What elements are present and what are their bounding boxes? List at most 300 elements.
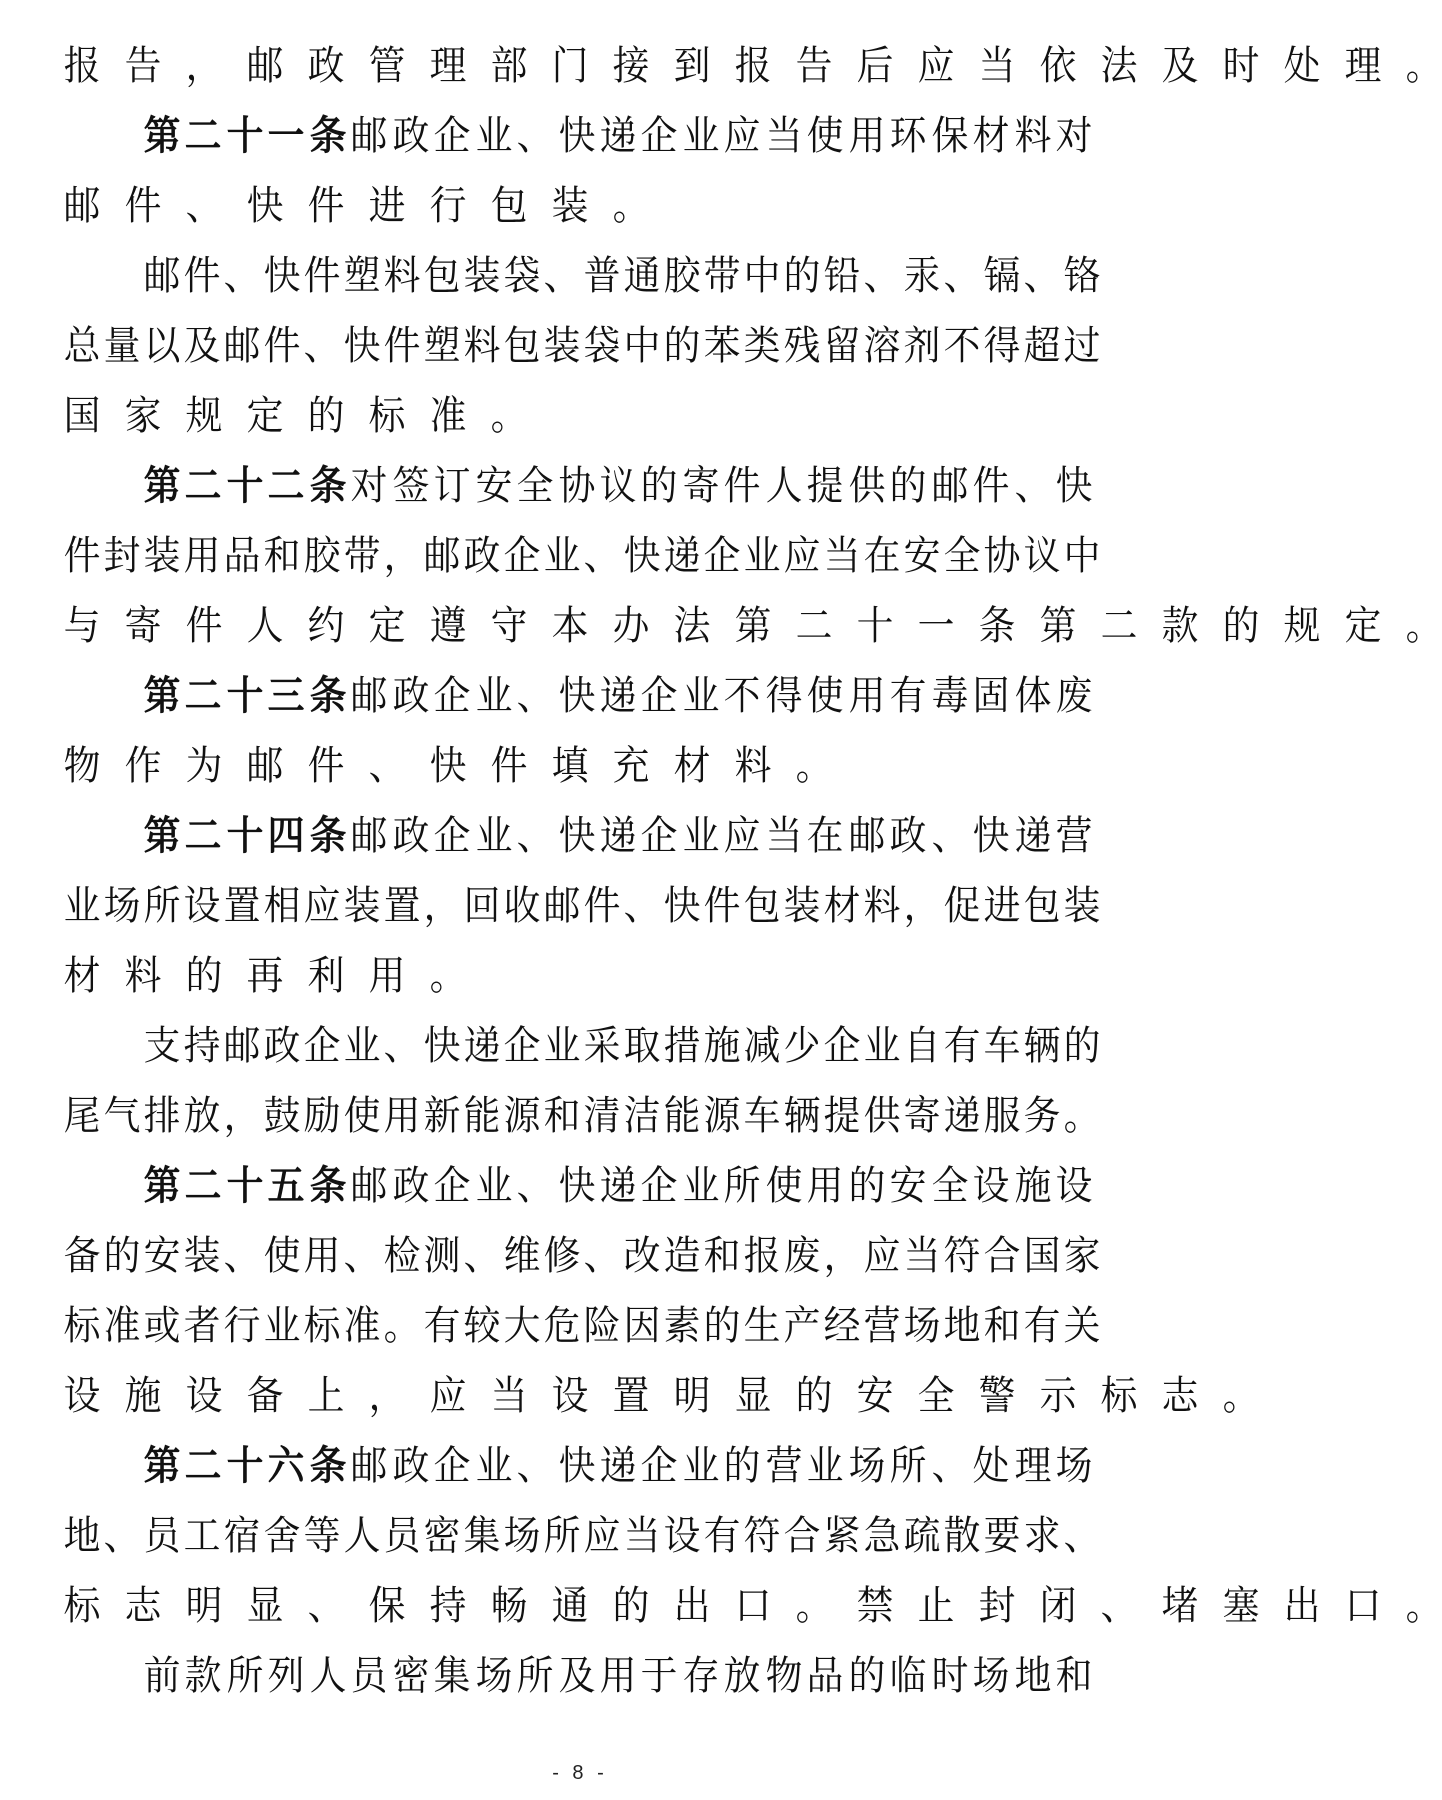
text-char: ，	[823, 1233, 861, 1279]
text-char: 物	[765, 1653, 803, 1699]
text-char: 接	[612, 43, 650, 89]
text-char: 。	[1222, 1373, 1260, 1419]
text-char: 和	[543, 1093, 581, 1139]
text-char: 残	[783, 323, 821, 369]
article-number-char: 十	[226, 463, 264, 509]
text-char: 通	[623, 253, 661, 299]
text-char: 尾	[63, 1093, 101, 1139]
text-char: 、	[307, 1583, 345, 1629]
text-char: 类	[743, 323, 781, 369]
text-char: 准	[429, 393, 467, 439]
text-char: 料	[383, 253, 421, 299]
text-char: 和	[263, 533, 301, 579]
text-char: 政	[392, 113, 430, 159]
text-char: 料	[1014, 113, 1051, 159]
text-char: 要	[983, 1513, 1021, 1559]
text-char: 封	[103, 533, 141, 579]
text-char: 施	[703, 1023, 741, 1069]
text-char: 禁	[856, 1583, 894, 1629]
text-char: 标	[303, 1303, 341, 1349]
text-char: 、	[1014, 463, 1051, 509]
text-char: 放	[723, 1653, 761, 1699]
text-char: 物	[63, 743, 101, 789]
text-char: 政	[392, 813, 430, 859]
text-char: 苯	[703, 323, 741, 369]
article-heading-line	[62, 661, 1094, 731]
text-char: 安	[889, 1163, 927, 1209]
article-number-char: 一	[267, 113, 305, 159]
text-char: 品	[806, 1653, 844, 1699]
text-char: 车	[743, 1093, 781, 1139]
article-number-char: 第	[143, 1443, 181, 1489]
text-char: 料	[863, 883, 901, 929]
text-char: 标	[1100, 1373, 1138, 1419]
text-char: 装	[551, 183, 589, 229]
text-char: 业	[475, 113, 513, 159]
text-char: 企	[641, 813, 678, 859]
article-number-char: 十	[226, 673, 264, 719]
text-char: 递	[663, 533, 701, 579]
text-char: 包	[503, 323, 541, 369]
text-char: 标	[63, 1583, 101, 1629]
document-body	[62, 31, 1442, 1711]
text-char: 宿	[223, 1513, 261, 1559]
text-char: 中	[743, 253, 781, 299]
text-char: 、	[943, 253, 981, 299]
text-char: 以	[143, 323, 181, 369]
text-char: 业	[475, 813, 513, 859]
text-char: 邮	[246, 43, 284, 89]
text-char: 、	[223, 253, 261, 299]
text-char: 。	[1405, 603, 1442, 649]
text-char: 企	[433, 813, 471, 859]
text-char: 鼓	[263, 1093, 301, 1139]
text-char: 不	[943, 323, 981, 369]
text-char: 中	[623, 323, 661, 369]
text-char: 固	[972, 673, 1010, 719]
text-char: 告	[124, 43, 162, 89]
text-char: 二	[1100, 603, 1138, 649]
text-char: 邮	[848, 813, 886, 859]
text-char: 所	[226, 1653, 264, 1699]
text-char: ，	[185, 43, 223, 89]
text-char: 畅	[490, 1583, 528, 1629]
text-char: 志	[124, 1583, 162, 1629]
text-char: 过	[1063, 323, 1101, 369]
text-char: 时	[931, 1653, 969, 1699]
text-char: 全	[943, 533, 981, 579]
text-char: 地	[943, 1303, 981, 1349]
text-char: 、	[623, 883, 661, 929]
text-char: 保	[931, 113, 969, 159]
text-char: 应	[723, 813, 761, 859]
text-char: 素	[663, 1303, 701, 1349]
text-char: 用	[848, 673, 886, 719]
text-char: 及	[1161, 43, 1199, 89]
text-line	[62, 1501, 1101, 1571]
text-char: 和	[983, 1303, 1021, 1349]
text-char: 使	[806, 113, 844, 159]
text-char: 邮	[223, 323, 261, 369]
text-char: 约	[307, 603, 345, 649]
text-char: 或	[143, 1303, 181, 1349]
text-char: 取	[623, 1023, 661, 1069]
text-char: 政	[463, 533, 501, 579]
text-char: 家	[124, 393, 162, 439]
text-line	[62, 521, 1101, 591]
text-char: 不	[723, 673, 761, 719]
text-char: 营	[1055, 813, 1093, 859]
text-char: 依	[1039, 43, 1077, 89]
text-char: 国	[63, 393, 101, 439]
text-char: 使	[806, 673, 844, 719]
text-char: 快	[972, 813, 1010, 859]
text-char: 的	[783, 253, 821, 299]
text-char: 符	[943, 1233, 981, 1279]
text-char: 递	[599, 1163, 637, 1209]
text-char: 、	[583, 533, 621, 579]
text-char: 件	[263, 323, 301, 369]
text-char: 料	[124, 953, 162, 999]
text-char: 行	[429, 183, 467, 229]
text-char: 政	[263, 1023, 301, 1069]
text-char: 前	[143, 1653, 181, 1699]
article-number-char: 第	[143, 813, 181, 859]
text-char: 应	[303, 883, 341, 929]
text-char: 、	[1023, 253, 1061, 299]
text-char: 业	[263, 1303, 301, 1349]
text-char: 密	[423, 1513, 461, 1559]
text-char: 邮	[423, 533, 461, 579]
text-char: 业	[682, 673, 720, 719]
text-char: 超	[1023, 323, 1061, 369]
text-line	[62, 311, 1101, 381]
text-char: 业	[682, 1163, 720, 1209]
text-char: 报	[743, 1233, 781, 1279]
text-char: 业	[682, 813, 720, 859]
text-char: 企	[641, 673, 678, 719]
text-char: 、	[343, 1233, 381, 1279]
text-char: 险	[583, 1303, 621, 1349]
text-char: 员	[383, 1513, 421, 1559]
text-char: 相	[263, 883, 301, 929]
text-char: 留	[823, 323, 861, 369]
text-char: 的	[307, 393, 345, 439]
text-char: 行	[223, 1303, 261, 1349]
text-char: 当	[490, 1373, 528, 1419]
text-char: 款	[185, 1653, 222, 1699]
text-char: 溶	[863, 323, 901, 369]
text-char: 、	[931, 813, 969, 859]
text-char: 十	[856, 603, 894, 649]
article-number-char: 条	[309, 463, 347, 509]
text-char: 、	[1063, 1513, 1101, 1559]
text-char: 经	[823, 1303, 861, 1349]
text-char: 件	[183, 253, 221, 299]
text-char: 业	[543, 1023, 581, 1069]
text-char: 快	[558, 113, 595, 159]
text-char: 普	[583, 253, 621, 299]
text-char: 充	[612, 743, 650, 789]
text-char: 当	[623, 1513, 661, 1559]
text-char: 递	[599, 113, 637, 159]
text-char: 与	[63, 603, 101, 649]
text-char: 汞	[903, 253, 941, 299]
text-char: 毒	[931, 673, 969, 719]
text-char: 员	[350, 1653, 388, 1699]
text-char: 一	[917, 603, 955, 649]
text-char: 企	[433, 1163, 471, 1209]
text-char: 。	[429, 953, 467, 999]
text-char: 企	[503, 1023, 541, 1069]
text-char: 递	[599, 1443, 637, 1489]
text-char: 邮	[350, 673, 388, 719]
text-char: 人	[765, 463, 803, 509]
text-char: 装	[343, 883, 381, 929]
text-char: 用	[183, 533, 221, 579]
article-number-char: 条	[309, 1163, 347, 1209]
text-char: ，	[423, 883, 461, 929]
article-number-char: 十	[226, 813, 264, 859]
text-char: 为	[185, 743, 223, 789]
text-char: 设	[972, 1163, 1010, 1209]
text-char: 服	[983, 1093, 1021, 1139]
text-char: 作	[124, 743, 162, 789]
text-char: 寄	[682, 463, 720, 509]
text-char: 、	[931, 1443, 969, 1489]
text-char: 应	[429, 1373, 467, 1419]
text-char: 用	[848, 113, 886, 159]
text-char: 业	[475, 1163, 513, 1209]
text-char: 协	[983, 533, 1021, 579]
text-char: 的	[663, 323, 701, 369]
text-char: 放	[183, 1093, 221, 1139]
article-number-char: 条	[309, 1443, 347, 1489]
text-char: 铬	[1063, 253, 1101, 299]
text-char: 排	[143, 1093, 181, 1139]
text-char: 的	[703, 1303, 741, 1349]
text-char: 。	[1405, 1583, 1442, 1629]
text-char: 业	[682, 113, 720, 159]
text-char: 胶	[663, 253, 701, 299]
text-line	[62, 591, 1442, 661]
text-char: 利	[307, 953, 345, 999]
text-char: 议	[599, 463, 637, 509]
text-char: 邮	[63, 183, 101, 229]
text-char: 邮	[931, 463, 969, 509]
text-char: 。	[1063, 1093, 1101, 1139]
text-char: 在	[863, 533, 901, 579]
text-char: 求	[1023, 1513, 1061, 1559]
text-char: 所	[143, 883, 181, 929]
page-number: - 8 -	[552, 1762, 608, 1784]
text-char: 守	[490, 603, 528, 649]
text-line	[62, 941, 1094, 1011]
text-char: 所	[516, 1653, 554, 1699]
text-char: 装	[183, 1233, 221, 1279]
article-number-char: 二	[185, 1443, 222, 1489]
text-char: 递	[599, 813, 637, 859]
text-char: 备	[63, 1233, 101, 1279]
text-char: 材	[673, 743, 711, 789]
text-char: 镉	[983, 253, 1021, 299]
text-char: 集	[463, 1513, 501, 1559]
text-char: 及	[183, 323, 221, 369]
text-char: 规	[1283, 603, 1321, 649]
text-char: 自	[903, 1023, 941, 1069]
text-char: 件	[303, 253, 341, 299]
text-char: 报	[734, 43, 772, 89]
text-char: 邮	[350, 113, 388, 159]
text-char: 定	[368, 603, 406, 649]
text-char: 设	[551, 1373, 589, 1419]
text-char: 封	[978, 1583, 1016, 1629]
text-char: 于	[641, 1653, 678, 1699]
text-char: 件	[490, 743, 528, 789]
text-char: 施	[124, 1373, 162, 1419]
text-char: 业	[682, 1443, 720, 1489]
text-char: 量	[103, 323, 141, 369]
text-char: 款	[1161, 603, 1199, 649]
text-char: 场	[475, 1653, 513, 1699]
text-char: 业	[743, 533, 781, 579]
text-char: 快	[558, 1443, 595, 1489]
text-char: 提	[823, 1093, 861, 1139]
text-char: 有	[889, 673, 927, 719]
text-char: 递	[599, 673, 637, 719]
text-char: 列	[267, 1653, 305, 1699]
text-char: 带	[703, 253, 741, 299]
text-char: 定	[1344, 603, 1382, 649]
article-number-char: 四	[267, 813, 305, 859]
text-char: 快	[423, 1023, 461, 1069]
text-char: 环	[889, 113, 927, 159]
text-char: 应	[723, 113, 761, 159]
text-char: 供	[848, 463, 886, 509]
text-char: 材	[63, 953, 101, 999]
text-char: 对	[1055, 113, 1093, 159]
text-char: 第	[1039, 603, 1077, 649]
text-line	[62, 171, 1094, 241]
text-char: 的	[848, 1163, 886, 1209]
text-char: 、	[583, 1233, 621, 1279]
text-char: 。	[383, 1303, 421, 1349]
text-char: 使	[343, 1093, 381, 1139]
text-char: 快	[558, 1163, 595, 1209]
text-char: 有	[1023, 1303, 1061, 1349]
text-char: 营	[863, 1303, 901, 1349]
text-char: 包	[423, 253, 461, 299]
text-char: 政	[307, 43, 345, 89]
text-char: 后	[856, 43, 894, 89]
text-char: 第	[734, 603, 772, 649]
text-char: 当	[978, 43, 1016, 89]
text-char: 检	[383, 1233, 421, 1279]
text-char: 。	[490, 393, 528, 439]
text-char: 地	[63, 1513, 101, 1559]
text-char: 保	[368, 1583, 406, 1629]
article-number-char: 二	[185, 463, 222, 509]
text-char: 全	[931, 1163, 969, 1209]
text-char: 应	[917, 43, 955, 89]
text-char: 使	[765, 1163, 803, 1209]
text-char: 递	[1014, 813, 1051, 859]
text-char: 当	[765, 113, 803, 159]
text-char: 励	[303, 1093, 341, 1139]
text-char: 邮	[143, 253, 181, 299]
text-char: 政	[392, 1443, 430, 1489]
text-char: 快	[246, 183, 284, 229]
text-char: 、	[223, 1233, 261, 1279]
text-char: 显	[246, 1583, 284, 1629]
text-line	[62, 1291, 1101, 1361]
text-char: 装	[1063, 883, 1101, 929]
text-char: 部	[490, 43, 528, 89]
text-char: 总	[63, 323, 101, 369]
text-char: 、	[368, 743, 406, 789]
text-char: 件	[185, 603, 223, 649]
article-number-char: 条	[309, 673, 347, 719]
text-char: 置	[383, 883, 421, 929]
text-char: 快	[429, 743, 467, 789]
text-char: 设	[1055, 1163, 1093, 1209]
article-number-char: 条	[309, 113, 347, 159]
text-char: 、	[383, 1023, 421, 1069]
text-char: 气	[103, 1093, 141, 1139]
text-char: 门	[551, 43, 589, 89]
text-char: 带	[343, 533, 381, 579]
text-char: 、	[543, 253, 581, 299]
text-char: 和	[1055, 1653, 1093, 1699]
text-char: 企	[303, 1023, 341, 1069]
text-char: 应	[863, 1233, 901, 1279]
text-char: 的	[612, 1583, 650, 1629]
text-char: 企	[433, 1443, 471, 1489]
text-char: 件	[583, 883, 621, 929]
article-number-char: 二	[185, 113, 222, 159]
text-char: 供	[863, 1093, 901, 1139]
text-line	[62, 1081, 1101, 1151]
text-char: 减	[743, 1023, 781, 1069]
text-char: 产	[783, 1303, 821, 1349]
text-char: 标	[63, 1303, 101, 1349]
text-char: ，	[903, 883, 941, 929]
text-line	[62, 1361, 1260, 1431]
text-char: 的	[723, 1443, 761, 1489]
text-char: 件	[703, 883, 741, 929]
text-char: 员	[143, 1513, 181, 1559]
text-char: 设	[63, 1373, 101, 1419]
text-char: 洁	[623, 1093, 661, 1139]
text-char: 料	[734, 743, 772, 789]
article-number-char: 五	[267, 1163, 305, 1209]
text-char: 当	[903, 1233, 941, 1279]
text-char: 者	[183, 1303, 221, 1349]
text-char: 企	[823, 1023, 861, 1069]
text-char: 得	[983, 323, 1021, 369]
text-char: 在	[806, 813, 844, 859]
text-char: 、	[516, 113, 554, 159]
text-char: 用	[599, 1653, 637, 1699]
article-number-char: 二	[185, 1163, 222, 1209]
text-char: 进	[368, 183, 406, 229]
text-char: 装	[543, 323, 581, 369]
text-char: 所	[723, 1163, 761, 1209]
article-heading-line	[62, 801, 1094, 871]
text-char: 的	[103, 1233, 141, 1279]
text-char: 能	[663, 1093, 701, 1139]
text-char: 较	[463, 1303, 501, 1349]
